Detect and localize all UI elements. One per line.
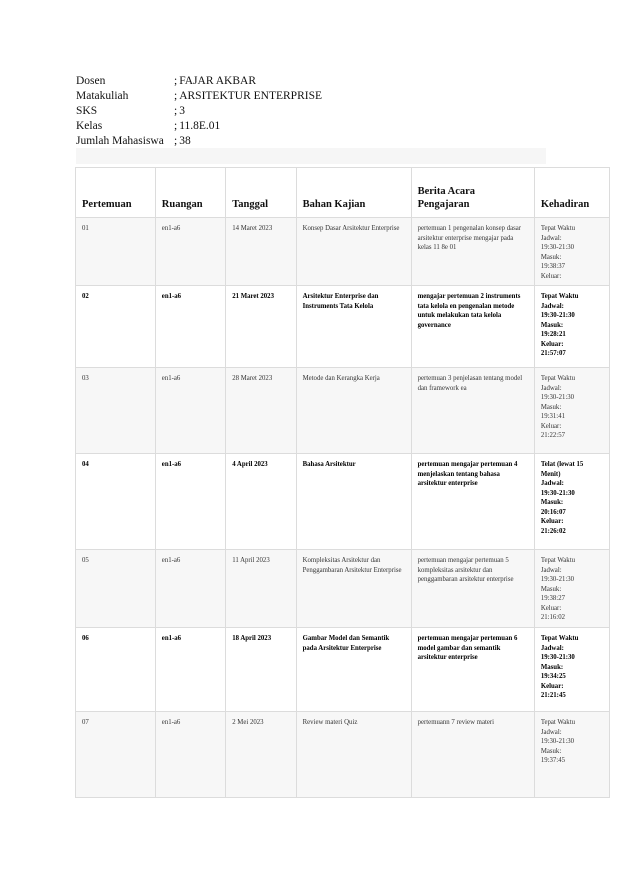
kehadiran-line: 21:26:02 [540,527,566,535]
cell-kehadiran [534,454,609,550]
cell-kehadiran [534,286,609,368]
cell-kehadiran [534,628,609,712]
cell-berita-acara: pertemuan 3 penjelasan tentang model dan framework ea [411,368,534,454]
jumlah-value: 38 [179,135,191,147]
cell-ruangan: en1-a6 [155,550,225,628]
col-header-ruangan: Ruangan [155,168,225,218]
cell-ruangan: en1-a6 [155,218,225,286]
matakuliah-label: Matakuliah [76,90,129,102]
kehadiran-line: Jadwal: [540,728,562,736]
kehadiran-line: Masuk: [540,321,564,329]
kehadiran-line: 19:30-21:30 [540,489,575,497]
col-header-bahan-kajian: Bahan Kajian [296,168,411,218]
kehadiran-line: Tepat Waktu [540,557,575,564]
table-row [76,218,610,286]
kehadiran-line: Keluar: [540,422,562,430]
cell-tanggal: 4 April 2023 [226,454,296,550]
kehadiran-line: 19:30-21:30 [540,244,575,251]
kehadiran-line: Jadwal: [540,644,564,652]
jumlah-label: Jumlah Mahasiswa [76,135,164,147]
kehadiran-line: Masuk: [540,403,562,411]
kehadiran-line: Jadwal: [540,302,564,310]
course-info [76,74,322,149]
kehadiran-line: Keluar: [540,518,564,525]
cell-pertemuan: 01 [76,218,156,286]
kehadiran-line: Tepat Waktu [540,635,579,642]
kehadiran-line: 19:30-21:30 [540,738,575,745]
table-row [76,454,610,550]
cell-bahan-kajian: Konsep Dasar Arsitektur Enterprise [296,218,411,286]
cell-pertemuan: 06 [76,628,156,712]
info-sks: SKS ; 3 [76,105,185,117]
kehadiran-line: 21:21:45 [540,692,566,699]
kehadiran-line: 19:37:45 [540,757,565,764]
cell-berita-acara: pertemuan mengajar pertemuan 6 model gambar dan semantik arsitektur enterprise [411,628,534,712]
cell-ruangan: en1-a6 [155,628,225,712]
kehadiran-line: Masuk: [540,663,564,671]
cell-ruangan: en1-a6 [155,368,225,454]
table-row [76,712,610,798]
cell-ruangan: en1-a6 [155,712,225,798]
kehadiran-line: 19:30-21:30 [540,654,575,661]
cell-bahan-kajian: Kompleksitas Arsitektur dan Penggambaran Arsitektur Enterprise [296,550,411,628]
table-row [76,368,610,454]
kehadiran-line: Tepat Waktu [540,719,575,726]
kelas-value: 11.8E.01 [179,120,221,132]
kehadiran-line: Jadwal: [540,234,562,242]
kehadiran-line: 21:16:02 [540,614,565,621]
kehadiran-line: Jadwal: [540,480,564,487]
kehadiran-line: Keluar: [540,682,564,690]
cell-ruangan: en1-a6 [155,454,225,550]
dosen-value: FAJAR AKBAR [179,75,256,87]
cell-tanggal: 11 April 2023 [226,550,296,628]
kehadiran-line: Masuk: [540,499,564,506]
cell-tanggal: 2 Mei 2023 [226,712,296,798]
kehadiran-line: 19:34:25 [540,673,566,680]
kehadiran-line: Telat (lewat 15 Menit) [540,461,584,478]
cell-tanggal: 14 Maret 2023 [226,218,296,286]
kehadiran-line: Jadwal: [540,384,562,392]
cell-berita-acara: mengajar pertemuan 2 instruments tata kelola en pengenalan metode untuk melakukan tata kelola governance [411,286,534,368]
cell-pertemuan: 07 [76,712,156,798]
matakuliah-value: ARSITEKTUR ENTERPRISE [179,90,322,102]
kehadiran-line: 19:30-21:30 [540,576,575,583]
kehadiran-line: 21:57:07 [540,350,566,357]
attendance-table [75,167,610,798]
cell-berita-acara: pertemuan mengajar pertemuan 4 menjelaskan tentang bahasa arsitektur enterprise [411,454,534,550]
cell-berita-acara: pertemuan mengajar pertemuan 5 kompleksitas arsitektur dan penggambaran arsitektur enterprise [411,550,534,628]
cell-bahan-kajian: Metode dan Kerangka Kerja [296,368,411,454]
cell-kehadiran [534,712,609,798]
kehadiran-line: 19:38:37 [540,263,565,270]
table-row [76,550,610,628]
cell-kehadiran [534,218,609,286]
info-jumlah: Jumlah Mahasiswa ; 38 [76,135,191,147]
cell-bahan-kajian: Gambar Model dan Semantik pada Arsitektur Enterprise [296,628,411,712]
dosen-label: Dosen [76,75,106,87]
kehadiran-line: 20:16:07 [540,508,566,516]
cell-bahan-kajian: Arsitektur Enterprise dan Instruments Tata Kelola [296,286,411,368]
cell-kehadiran [534,368,609,454]
kehadiran-line: Keluar: [540,604,562,612]
kehadiran-line: Tepat Waktu [540,375,575,382]
cell-ruangan: en1-a6 [155,286,225,368]
kehadiran-line: 19:30-21:30 [540,394,575,401]
info-dosen: Dosen ; FAJAR AKBAR [76,75,256,87]
sks-value: 3 [179,105,185,117]
cell-pertemuan: 04 [76,454,156,550]
kehadiran-line: Tepat Waktu [540,225,575,232]
kehadiran-line: Keluar: [540,340,564,348]
col-header-pertemuan: Pertemuan [76,168,156,218]
cell-bahan-kajian: Review materi Quiz [296,712,411,798]
kehadiran-line: 19:38:27 [540,595,565,602]
kehadiran-line: 19:31:41 [540,413,565,420]
table-header-row [76,168,610,218]
info-divider-band [76,148,546,164]
cell-berita-acara: pertemuann 7 review materi [411,712,534,798]
kehadiran-line: 19:28:21 [540,331,566,338]
table-row [76,628,610,712]
cell-tanggal: 21 Maret 2023 [226,286,296,368]
col-header-kehadiran: Kehadiran [534,168,609,218]
kehadiran-line: 19:30-21:30 [540,312,575,319]
cell-berita-acara: pertemuan 1 pengenalan konsep dasar arsitektur enterprise mengajar pada kelas 11 8e 01 [411,218,534,286]
kehadiran-line: Masuk: [540,585,562,593]
sks-label: SKS [76,105,98,117]
cell-bahan-kajian: Bahasa Arsitektur [296,454,411,550]
kelas-label: Kelas [76,120,103,132]
kehadiran-line: Keluar: [540,272,562,280]
cell-pertemuan: 05 [76,550,156,628]
cell-kehadiran [534,550,609,628]
kehadiran-line: Masuk: [540,747,562,755]
cell-pertemuan: 03 [76,368,156,454]
kehadiran-line: Tepat Waktu [540,293,579,300]
kehadiran-line: Jadwal: [540,566,562,574]
table-row [76,286,610,368]
info-kelas: Kelas ; 11.8E.01 [76,120,221,132]
cell-tanggal: 18 April 2023 [226,628,296,712]
cell-tanggal: 28 Maret 2023 [226,368,296,454]
kehadiran-line: Masuk: [540,253,562,261]
col-header-berita-acara: Berita Acara Pengajaran [411,168,534,218]
kehadiran-line: 21:22:57 [540,432,565,439]
col-header-tanggal: Tanggal [226,168,296,218]
info-matakuliah: Matakuliah ; ARSITEKTUR ENTERPRISE [76,90,322,102]
cell-pertemuan: 02 [76,286,156,368]
